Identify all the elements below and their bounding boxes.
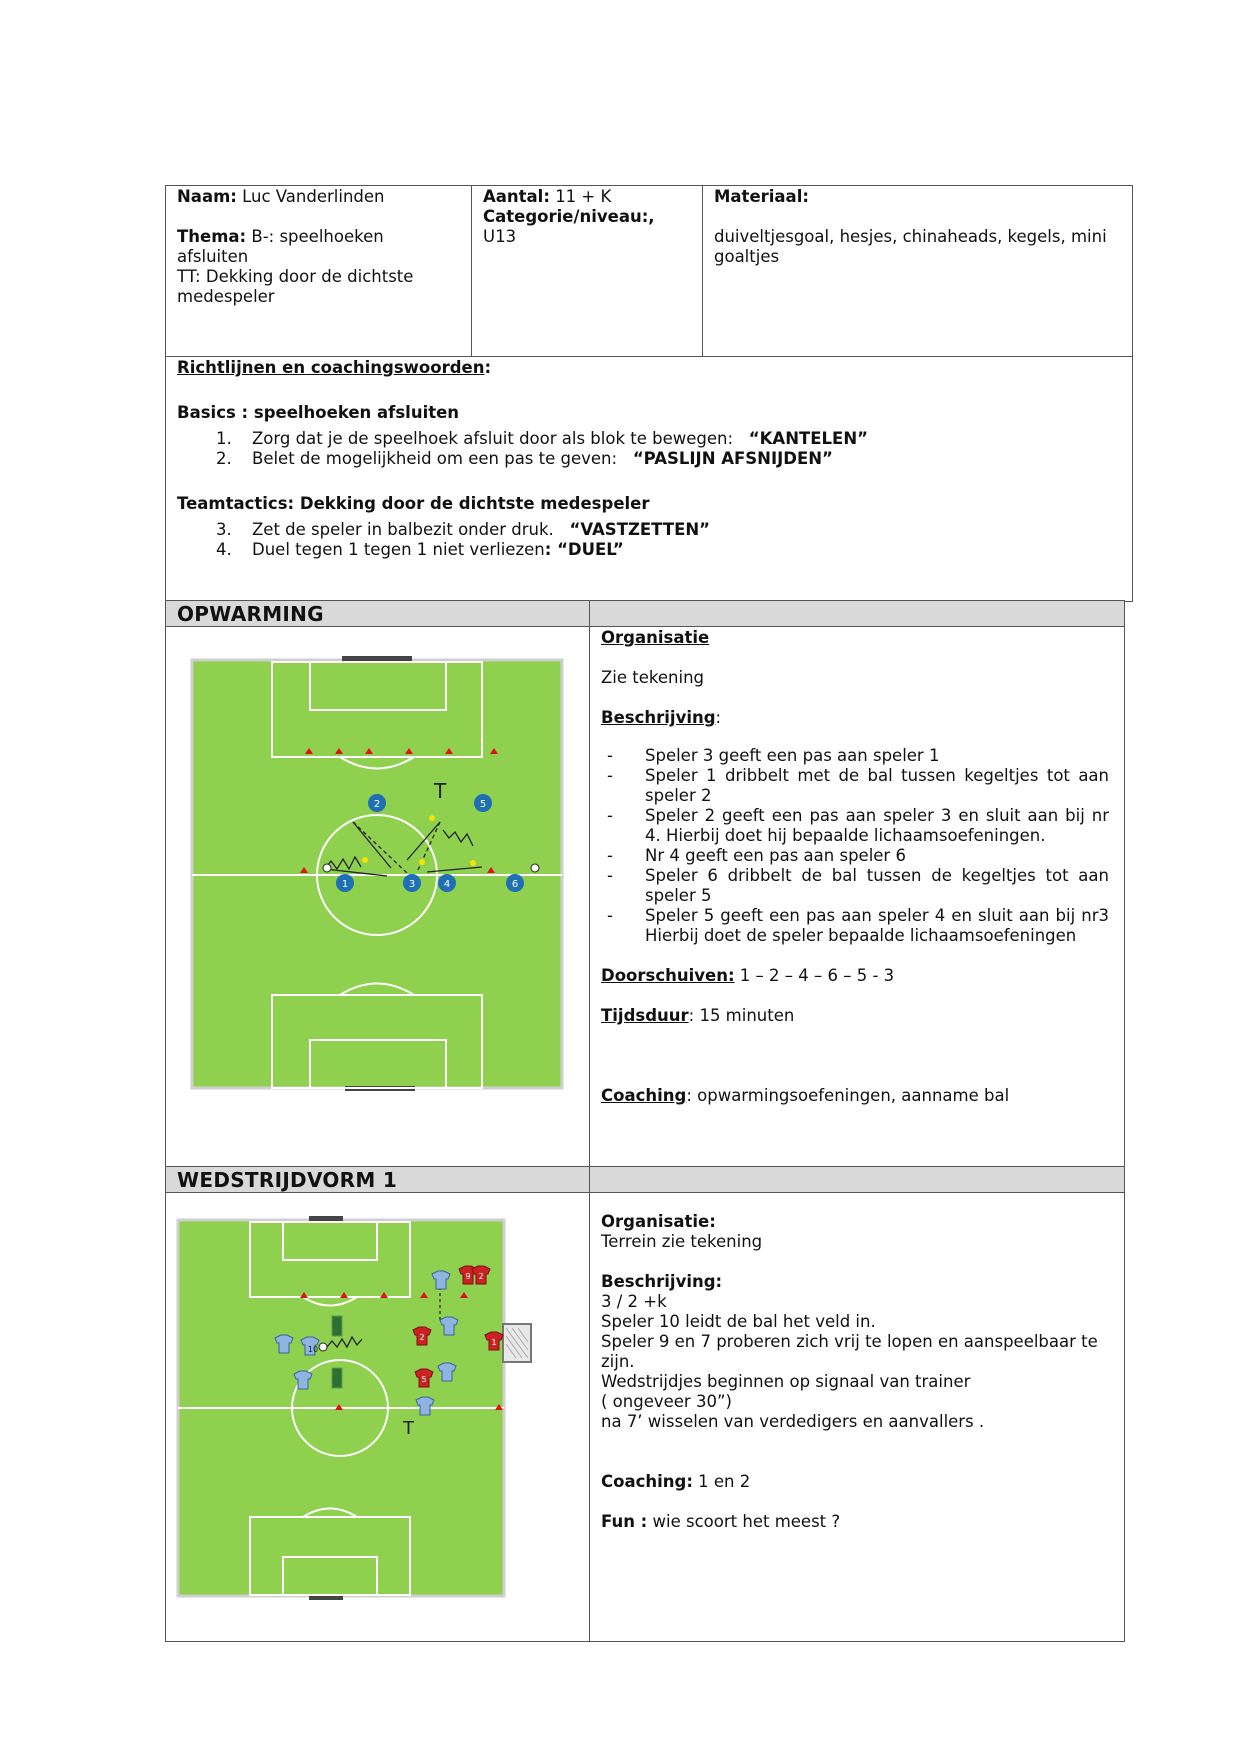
player-label: 9 (465, 1272, 471, 1281)
doorschuiven-line (601, 966, 894, 986)
basics-item-text: Belet de mogelijkheid om een pas te geven: (252, 449, 618, 468)
bullet-line: speler 5 (645, 886, 712, 905)
basics-item-2 (216, 449, 833, 469)
ball-icon (323, 864, 331, 872)
wv-line: zijn. (601, 1352, 635, 1371)
player-4 (438, 874, 456, 892)
bullet-line: Speler 2 geeft een pas aan speler 3 en sluit aan bij nr (645, 806, 1109, 825)
richtlijnen-title: Richtlijnen en coachingswoorden (177, 358, 485, 377)
player-label: 5 (421, 1375, 427, 1384)
tijdsduur-value: : 15 minuten (688, 1006, 795, 1025)
wv-fun-label: Fun : (601, 1512, 648, 1531)
basics-item-num: 2. (216, 449, 232, 468)
wv-organisatie-label: Organisatie: (601, 1212, 716, 1231)
mini-goal (332, 1368, 342, 1388)
opwarming-bar-divider (589, 600, 590, 627)
thema-value-1: B-: speelhoeken (251, 227, 384, 246)
wv-coaching-value: 1 en 2 (692, 1472, 751, 1491)
ball-icon (531, 864, 539, 872)
wedstrijdvorm-body-divider (589, 1192, 590, 1642)
bullet-line: Nr 4 geeft een pas aan speler 6 (645, 846, 906, 865)
basics-item-1 (216, 429, 868, 449)
tijdsduur-label: Tijdsduur (601, 1006, 689, 1025)
categorie-label: Categorie/niveau:, (483, 207, 655, 226)
wedstrijdvorm-diagram (175, 1212, 535, 1602)
goal-icon (503, 1324, 531, 1362)
opwarming-title: OPWARMING (177, 602, 324, 626)
thema-value-2: afsluiten (177, 247, 249, 266)
wv-fun-value: wie scoort het meest ? (647, 1512, 841, 1531)
wv-line: Speler 9 en 7 proberen zich vrij te lopen en aanspeelbaar te (601, 1332, 1098, 1351)
wedstrijdvorm-title: WEDSTRIJDVORM 1 (177, 1168, 398, 1192)
aantal-value: 11 + K (555, 187, 612, 206)
player-3 (403, 874, 421, 892)
richtlijnen-title-line (177, 358, 491, 378)
opwarming-body-divider (589, 626, 590, 1168)
wv-coaching-label: Coaching: (601, 1472, 693, 1491)
thema-line (177, 227, 384, 247)
bullet-dash: - (607, 866, 613, 885)
player-label: 2 (419, 1333, 425, 1342)
bullet-line: Speler 1 dribbelt met de bal tussen kegeltjes tot aan (645, 766, 1109, 785)
player-2 (368, 794, 386, 812)
wedstrijdvorm-bar-divider (589, 1166, 590, 1193)
team-item-keyword: : “DUEL” (544, 540, 624, 559)
categorie-value: U13 (483, 227, 517, 246)
player-label: 1 (491, 1338, 497, 1347)
player-label: 10 (307, 1345, 319, 1354)
wv-coaching-line (601, 1472, 750, 1492)
tt-line-2: medespeler (177, 287, 275, 306)
doorschuiven-label: Doorschuiven: (601, 966, 735, 985)
basics-item-keyword: “KANTELEN” (748, 429, 868, 448)
bullet-line: Speler 6 dribbelt de bal tussen de kegeltjes tot aan (645, 866, 1109, 885)
materiaal-line-1: duiveltjesgoal, hesjes, chinaheads, kegels, mini (714, 227, 1107, 246)
player-label: 1 (341, 879, 349, 890)
player-1 (336, 874, 354, 892)
bullet-dash: - (607, 906, 613, 925)
naam-line (177, 187, 385, 207)
materiaal-label: Materiaal: (714, 187, 809, 206)
doorschuiven-value: 1 – 2 – 4 – 6 – 5 - 3 (734, 966, 895, 985)
thema-label: Thema: (177, 227, 247, 246)
bullet-dash: - (607, 846, 613, 865)
basics-item-num: 1. (216, 429, 232, 448)
bullet-line: Speler 5 geeft een pas aan speler 4 en sluit aan bij nr3 (645, 906, 1109, 925)
header-divider-2 (702, 185, 703, 357)
player-label: 6 (511, 879, 519, 890)
opwarming-organisatie-value: Zie tekening (601, 668, 704, 687)
basics-title: Basics : speelhoeken afsluiten (177, 403, 460, 422)
opwarming-coaching-label: Coaching (601, 1086, 687, 1105)
bullet-line: Hierbij doet de speler bepaalde lichaamsoefeningen (645, 926, 1077, 945)
bullet-dash: - (607, 806, 613, 825)
team-item-4 (216, 540, 624, 560)
player-label: 2 (478, 1272, 484, 1281)
richtlijnen-colon: : (484, 358, 492, 377)
wv-fun-line (601, 1512, 840, 1532)
basics-item-text: Zorg dat je de speelhoek afsluit door als blok te bewegen: (252, 429, 734, 448)
player-label: 3 (408, 879, 416, 890)
team-title: Teamtactics: Dekking door de dichtste medespeler (177, 494, 650, 513)
wv-beschrijving-label: Beschrijving: (601, 1272, 723, 1291)
bullet-line: 4. Hierbij doet hij bepaalde lichaamsoefeningen. (645, 826, 1046, 845)
wv-organisatie-value: Terrein zie tekening (601, 1232, 763, 1251)
player-label: 2 (373, 799, 381, 810)
bullet-dash: - (607, 766, 613, 785)
wv-line: na 7’ wisselen van verdedigers en aanvallers . (601, 1412, 985, 1431)
opwarming-coaching-line (601, 1086, 1009, 1106)
opwarming-coaching-value: : opwarmingsoefeningen, aanname bal (686, 1086, 1010, 1105)
team-item-text: Zet de speler in balbezit onder druk. (252, 520, 554, 539)
wv-line: Wedstrijdjes beginnen op signaal van trainer (601, 1372, 971, 1391)
basics-item-keyword: “PASLIJN AFSNIJDEN” (632, 449, 833, 468)
materiaal-line-2: goaltjes (714, 247, 780, 266)
opwarming-beschrijving (601, 708, 721, 728)
opwarming-organisatie-label: Organisatie (601, 628, 710, 647)
team-item-3 (216, 520, 710, 540)
beschrijving-colon: : (715, 708, 722, 727)
wv-line: ( ongeveer 30”) (601, 1392, 732, 1411)
team-item-keyword: “VASTZETTEN” (569, 520, 710, 539)
header-divider-1 (471, 185, 472, 357)
team-item-num: 4. (216, 540, 232, 559)
player-6 (506, 874, 524, 892)
team-item-text: Duel tegen 1 tegen 1 niet verliezen (252, 540, 545, 559)
richtlijnen-box (165, 356, 1133, 602)
bullet-line: speler 2 (645, 786, 712, 805)
ball-icon (319, 1343, 327, 1351)
player-label: 4 (443, 879, 451, 890)
tijdsduur-line (601, 1006, 794, 1026)
wv-line: 3 / 2 +k (601, 1292, 667, 1311)
tt-line-1: TT: Dekking door de dichtste (177, 267, 414, 286)
bullet-line: Speler 3 geeft een pas aan speler 1 (645, 746, 940, 765)
naam-value: Luc Vanderlinden (242, 187, 385, 206)
trainer-label: T (403, 1418, 414, 1439)
aantal-line (483, 187, 611, 207)
opwarming-diagram (190, 650, 570, 1095)
trainer-label: T (434, 779, 447, 803)
bullet-dash: - (607, 746, 613, 765)
player-label: 5 (479, 799, 487, 810)
beschrijving-label: Beschrijving (601, 708, 716, 727)
team-item-num: 3. (216, 520, 232, 539)
aantal-label: Aantal: (483, 187, 550, 206)
wv-line: Speler 10 leidt de bal het veld in. (601, 1312, 876, 1331)
naam-label: Naam: (177, 187, 237, 206)
player-5 (474, 794, 492, 812)
mini-goal (332, 1316, 342, 1336)
